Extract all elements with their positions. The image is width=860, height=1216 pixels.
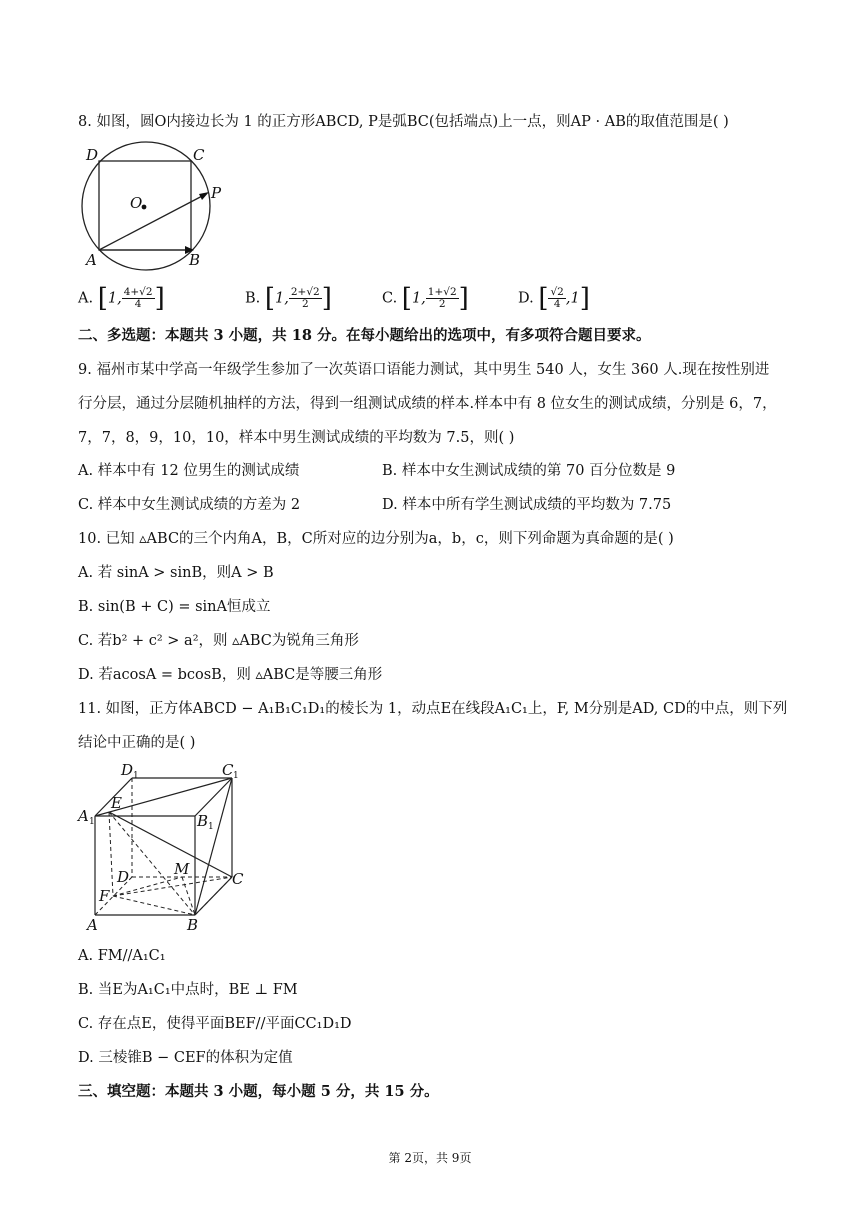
label-D: D [117, 868, 130, 886]
label-D1: D [121, 761, 134, 779]
q11-option-d[interactable]: D. 三棱锥B − CEF的体积为定值 [78, 1050, 293, 1066]
q8-option-b[interactable]: B. [1, $\frac{2+√2}{2}$ ] [245, 283, 332, 314]
label-A1: A [78, 807, 89, 825]
q11-option-b[interactable]: B. 当E为A₁C₁中点时，BE ⊥ FM [78, 982, 298, 998]
label-D: D [86, 146, 99, 164]
label-B1: B [197, 812, 209, 830]
label-M: M [174, 860, 190, 878]
section-3-heading: 三、填空题：本题共 3 小题，每小题 5 分，共 15 分。 [78, 1083, 439, 1100]
vector-ap [99, 194, 206, 250]
section-2-heading: 二、多选题：本题共 3 小题，共 18 分。在每小题给出的选项中，有多项符合题目要求。 [78, 327, 651, 344]
q10-stem: 10. 已知 ▵ABC的三个内角A，B，C所对应的边分别为a，b，c，则下列命题为真命题的是( ) [78, 531, 674, 547]
q9-option-a[interactable]: A. 样本中有 12 位男生的测试成绩 [78, 463, 300, 479]
q11-line-2: 结论中正确的是( ) [78, 735, 196, 751]
q10-option-c[interactable]: C. 若b² + c² > a²，则 ▵ABC为锐角三角形 [78, 633, 359, 649]
label-B1-sub: 1 [208, 822, 214, 832]
q11-option-a[interactable]: A. FM//A₁C₁ [78, 948, 166, 964]
q9-option-b[interactable]: B. 样本中女生测试成绩的第 70 百分位数是 9 [382, 463, 676, 479]
center-dot [142, 205, 147, 210]
q8-option-a[interactable]: A. [1, $\frac{4+√2}{4}$ ] [78, 283, 165, 314]
q11-line-1: 11. 如图，正方体ABCD − A₁B₁C₁D₁的棱长为 1，动点E在线段A₁C₁上，F, M分别是AD, CD的中点，则下列 [78, 701, 788, 717]
q8-option-c[interactable]: C. [1, $\frac{1+√2}{2}$ ] [382, 283, 469, 314]
label-D1-sub: 1 [133, 771, 139, 781]
label-F: F [99, 887, 110, 905]
label-E: E [111, 794, 122, 812]
q11-option-c[interactable]: C. 存在点E，使得平面BEF//平面CC₁D₁D [78, 1016, 352, 1032]
label-B: B [187, 916, 199, 933]
label-A: A [87, 916, 98, 933]
label-A1-sub: 1 [89, 817, 95, 827]
q9-line-3: 7，7，8，9，10，10，样本中男生测试成绩的平均数为 7.5，则( ) [78, 430, 515, 446]
q9-line-2: 行分层，通过分层随机抽样的方法，得到一组测试成绩的样本.样本中有 8 位女生的测试成绩，分别是 6，7， [78, 396, 777, 412]
label-A: A [86, 251, 97, 269]
q10-option-d[interactable]: D. 若acosA = bcosB，则 ▵ABC是等腰三角形 [78, 667, 383, 683]
q9-line-1: 9. 福州市某中学高一年级学生参加了一次英语口语能力测试，其中男生 540 人，女生 360 人.现在按性别进 [78, 362, 770, 378]
label-P: P [211, 184, 222, 202]
q11-cube-figure [75, 758, 255, 933]
q10-option-b[interactable]: B. sin(B + C) = sinA恒成立 [78, 599, 271, 615]
q8-option-d[interactable]: D. [ $\frac{√2}{4}$ ,1] [518, 283, 590, 314]
q9-option-c[interactable]: C. 样本中女生测试成绩的方差为 2 [78, 497, 301, 513]
label-C1-sub: 1 [233, 771, 239, 781]
page-footer: 第 2页，共 9页 [388, 1151, 472, 1165]
label-C: C [232, 870, 244, 888]
q10-option-a[interactable]: A. 若 sinA > sinB，则A > B [78, 565, 274, 581]
label-C1: C [222, 761, 234, 779]
q8-stem: 8. 如图，圆O内接边长为 1 的正方形ABCD, P是弧BC(包括端点)上一点，则AP · AB的取值范围是( ) [78, 114, 729, 130]
label-C: C [193, 146, 205, 164]
arrowhead-p [199, 192, 209, 200]
label-O: O [130, 194, 143, 212]
q9-option-d[interactable]: D. 样本中所有学生测试成绩的平均数为 7.75 [382, 497, 672, 513]
q8-figure [72, 140, 232, 280]
label-B: B [189, 251, 201, 269]
